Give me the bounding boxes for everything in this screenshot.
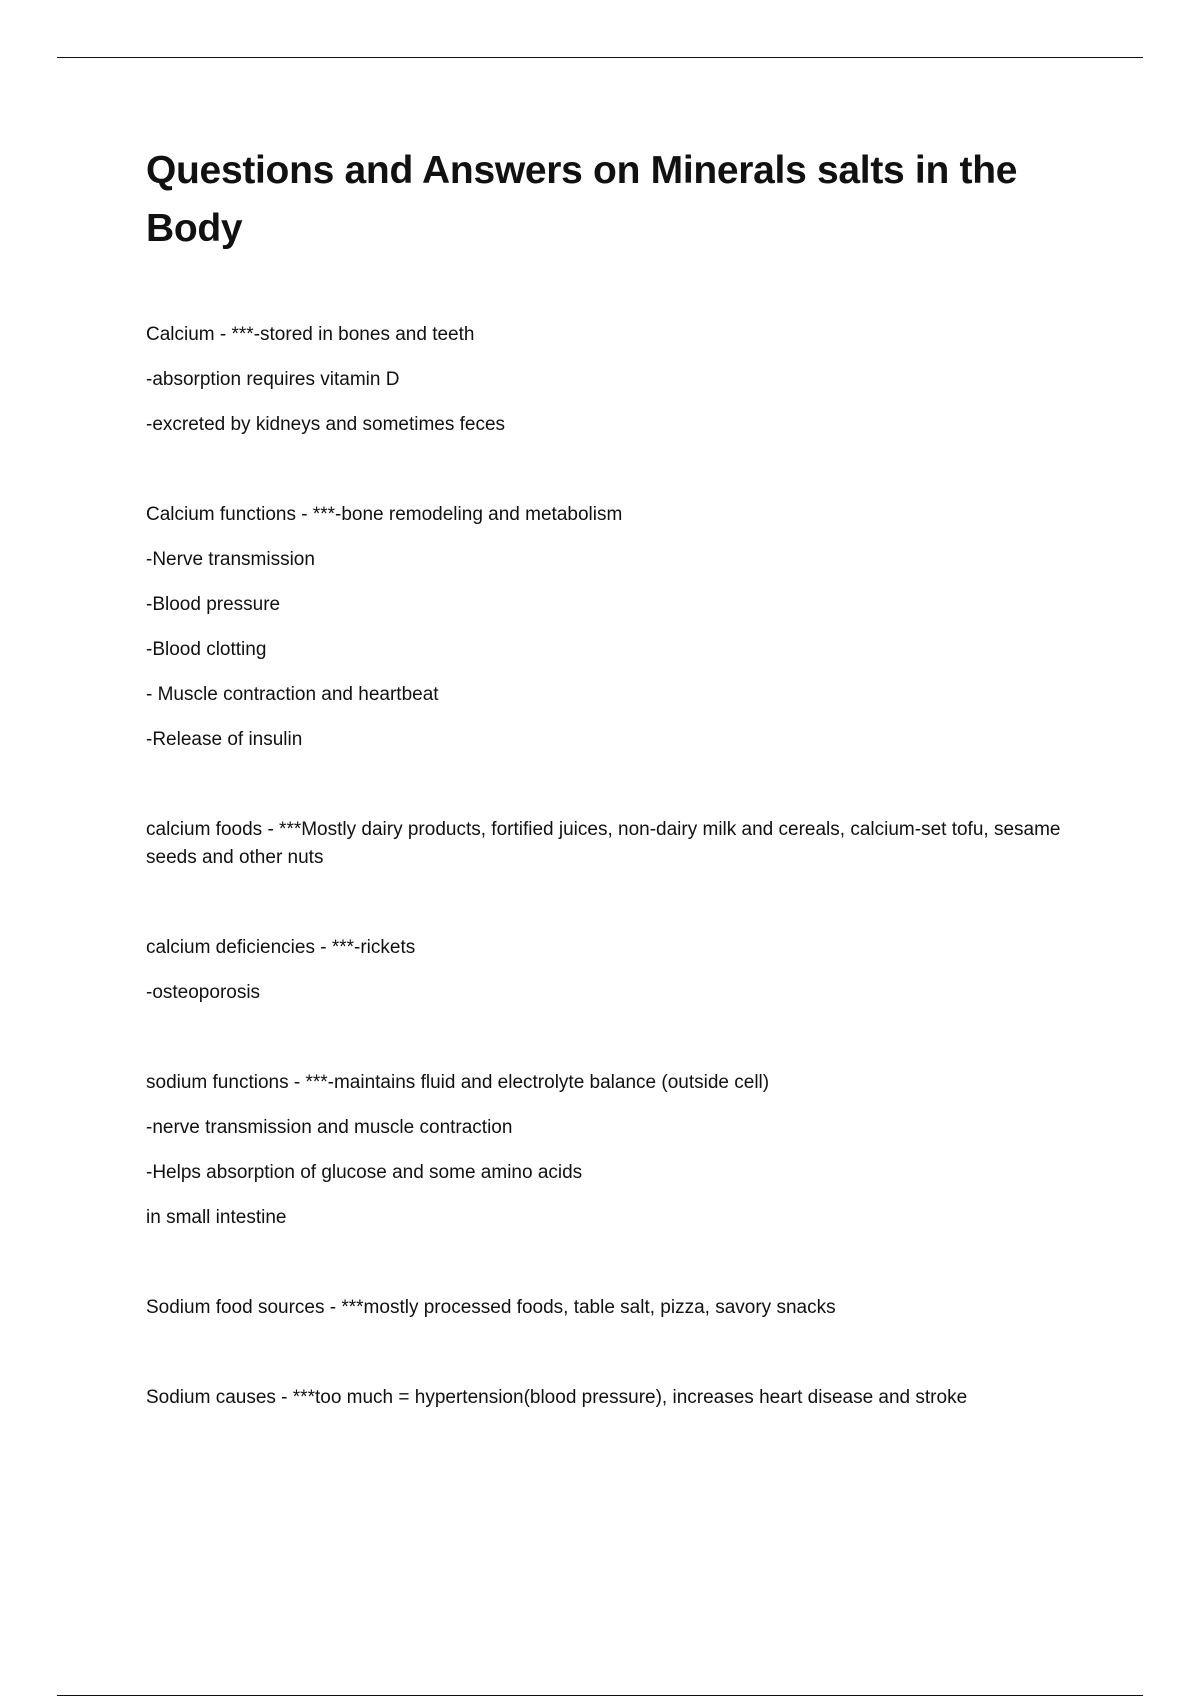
- qa-entry-calcium-foods: [146, 816, 1076, 872]
- entry-line: - Muscle contraction and heartbeat: [146, 684, 439, 705]
- entry-line: calcium deficiencies - ***-rickets: [146, 937, 416, 958]
- entry-line: Sodium food sources - ***mostly processed foods, table salt, pizza, savory snacks: [146, 1297, 836, 1318]
- qa-entry-sodium-functions: [146, 1069, 1076, 1232]
- entry-line: -Nerve transmission: [146, 549, 315, 570]
- entry-line: calcium foods - ***Mostly dairy products, fortified juices, non-dairy milk and cereals, calcium-set tofu, sesame seeds and other nuts: [146, 819, 1061, 868]
- qa-entry-sodium-causes: [146, 1384, 1076, 1412]
- bottom-divider: [57, 1695, 1143, 1696]
- qa-entry-calcium: [146, 321, 1076, 439]
- top-divider: [57, 57, 1143, 58]
- entry-line: -Blood clotting: [146, 639, 267, 660]
- qa-entry-sodium-food-sources: [146, 1294, 1076, 1322]
- qa-entry-calcium-deficiencies: [146, 934, 1076, 1007]
- page-title: Questions and Answers on Minerals salts in the Body: [146, 149, 1018, 250]
- entry-line: -Helps absorption of glucose and some amino acids: [146, 1162, 583, 1183]
- entry-line: Sodium causes - ***too much = hypertension(blood pressure), increases heart disease and stroke: [146, 1387, 968, 1408]
- entry-line: -osteoporosis: [146, 982, 261, 1003]
- entry-line: -Release of insulin: [146, 729, 303, 750]
- entry-line: -absorption requires vitamin D: [146, 369, 400, 390]
- entry-line: Calcium - ***-stored in bones and teeth: [146, 324, 475, 345]
- entry-line: in small intestine: [146, 1207, 287, 1228]
- entry-line: Calcium functions - ***-bone remodeling and metabolism: [146, 504, 623, 525]
- entry-line: -Blood pressure: [146, 594, 281, 615]
- qa-entry-calcium-functions: [146, 501, 1076, 754]
- entry-line: sodium functions - ***-maintains fluid and electrolyte balance (outside cell): [146, 1072, 770, 1093]
- entry-line: -excreted by kidneys and sometimes feces: [146, 414, 506, 435]
- entry-line: -nerve transmission and muscle contraction: [146, 1117, 513, 1138]
- qa-content: [146, 321, 1076, 1412]
